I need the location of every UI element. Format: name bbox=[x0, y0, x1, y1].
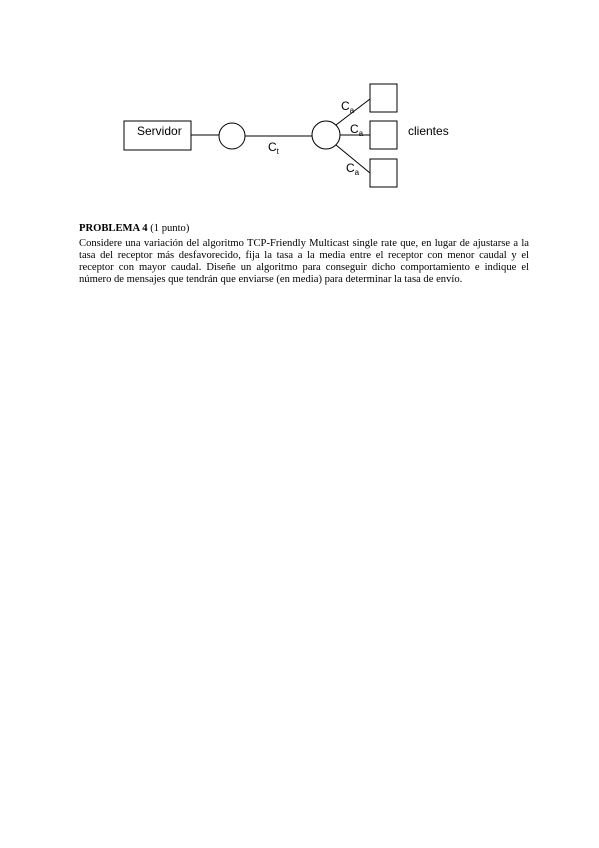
link-ca-bot-label bbox=[346, 162, 359, 179]
link-ca-bot-label-base: C bbox=[346, 161, 355, 175]
clients-label: clientes bbox=[408, 124, 449, 138]
client-box-bot bbox=[370, 159, 397, 187]
network-diagram bbox=[0, 0, 599, 220]
link-ca-mid-label bbox=[350, 123, 363, 140]
link-ct-label bbox=[268, 141, 279, 158]
router-2 bbox=[312, 121, 340, 149]
link-ca-mid-label-base: C bbox=[350, 122, 359, 136]
link-ct-label-base: C bbox=[268, 140, 277, 154]
problem-section bbox=[79, 223, 529, 286]
client-box-mid bbox=[370, 121, 397, 149]
link-ct-label-sub: t bbox=[276, 147, 279, 156]
link-ca-top-label-sub: a bbox=[349, 106, 355, 115]
problem-points: (1 punto) bbox=[150, 223, 190, 234]
link-ca-top-label bbox=[341, 100, 354, 117]
server-label: Servidor bbox=[137, 124, 182, 138]
link-ca-top-label-base: C bbox=[341, 99, 350, 113]
problem-statement: Considere una variación del algoritmo TCP-Friendly Multicast single rate que, en lugar de ajustarse a la tasa del receptor más desfavorecido, fija la tasa a la media entre el receptor con menor caudal y el receptor con mayor caudal. Diseñe un algoritmo para conseguir dicho comportamiento e indique el número de mensajes que tendrán que enviarse (en media) para determinar la tasa de envío. bbox=[79, 238, 529, 285]
problem-title: PROBLEMA 4 bbox=[79, 223, 148, 234]
router-1 bbox=[219, 123, 245, 149]
link-ca-mid-label-sub: a bbox=[358, 129, 364, 138]
link-ca-bot-label-sub: a bbox=[354, 168, 360, 177]
problem-heading bbox=[79, 223, 529, 235]
network-diagram-graphic bbox=[0, 0, 599, 220]
client-box-top bbox=[370, 84, 397, 112]
